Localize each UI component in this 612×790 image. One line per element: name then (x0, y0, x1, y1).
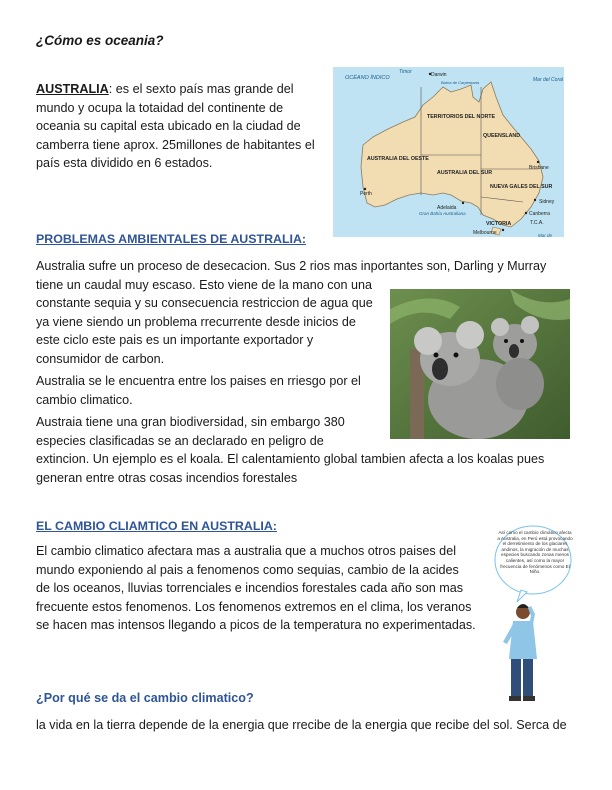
map-label-darwin: Darwin (431, 72, 447, 78)
problemas-line: especies clasificadas se an declarado en peligro de (36, 433, 324, 448)
map-label-perth: Perth (360, 191, 372, 197)
map-label-tca: T.C.A. (530, 220, 544, 226)
problemas-paragraph-2 (36, 372, 376, 409)
map-dot-melbourne (502, 229, 504, 231)
cambio-line: mundo exponiendo al pais a fenomenos como sequias, cambio de la acides (36, 562, 459, 577)
intro-line: país esta dividido en 6 estados. (36, 156, 213, 170)
map-label-territorios: TERRITORIOS DEL NORTE (427, 114, 496, 120)
cambio-line: frecuente estos fenomenos. Los fenomenos extremos en el clima, los veranos (36, 599, 472, 614)
intro-line: : es el sexto país mas grande del (108, 82, 294, 96)
problemas-line: Australia sufre un proceso de desecacion. Sus 2 rios mas inportantes son, Darling y Murray (36, 259, 547, 273)
cambio-line: se hacen mas intensos llegando a picos de la temperatura no experimentadas. (36, 618, 476, 632)
porque-line: la vida en la tierra depende de la energia que rrecibe de la energia que recibe del sol. Serca de (36, 718, 567, 732)
section-heading-porque: ¿Por qué se da el cambio climatico? (36, 691, 254, 705)
intro-line: camberra tiene aprox. 25millones de habitantes el (36, 137, 315, 152)
map-label-ocean: OCÉANO ÍNDICO (345, 75, 390, 81)
map-label-timor: Timor (399, 69, 412, 75)
koala-photo (390, 289, 570, 439)
map-dot-canberra (525, 212, 527, 214)
porque-paragraph (36, 716, 576, 735)
map-label-canberra: Canberra (529, 211, 550, 217)
section-heading-cambio: EL CAMBIO CLIAMTICO EN AUSTRALIA: (36, 519, 277, 533)
map-label-coral: Mar del Coral (533, 77, 564, 83)
map-label-melbourne: Melbourne (473, 230, 497, 236)
section-heading-problemas: PROBLEMAS AMBIENTALES DE AUSTRALIA: (36, 232, 307, 246)
australia-keyword: AUSTRALIA (36, 82, 109, 96)
problemas-line: extincion. Un ejemplo es el koala. El calentamiento global tambien afecta a los koalas pues (36, 452, 545, 466)
map-label-nueva-gales: NUEVA GALES DEL SUR (490, 184, 553, 190)
problemas-line: cambio climatico. (36, 392, 133, 407)
map-dot-brisbane (537, 161, 539, 163)
map-label-victoria: VICTORIA (486, 221, 512, 227)
map-dot-perth (364, 188, 366, 190)
map-label-mar: Mar de (538, 233, 553, 237)
map-dot-adelaida (462, 202, 464, 204)
map-label-carpentaria: Bahía de Carpentaria (441, 80, 480, 85)
australia-map (333, 67, 564, 237)
cambio-line: de los oceanos, lluvias torrenciales e incendios forestales cada año son mas (36, 581, 464, 595)
australia-intro (36, 80, 326, 173)
problemas-line: tiene un caudal muy escaso. Esto viene de la mano con una (36, 277, 373, 292)
map-label-oeste: AUSTRALIA DEL OESTE (367, 156, 429, 162)
cambio-paragraph (36, 542, 486, 635)
map-label-sur: AUSTRALIA DEL SUR (437, 170, 493, 176)
problemas-line: Austraia tiene una gran biodiversidad, sin embargo 380 (36, 415, 345, 429)
problemas-line: Australia se le encuentra entre los paises en rriesgo por el (36, 374, 361, 388)
map-label-queensland: QUEENSLAND (483, 133, 521, 139)
page-title: ¿Cómo es oceania? (36, 33, 164, 48)
map-label-adelaida: Adelaida (437, 205, 457, 211)
problemas-line: este ciclo este pais es un importante exportador y (36, 333, 314, 347)
intro-line: mundo y ocupa la totaidad del continente de (36, 100, 284, 115)
map-label-bahia: Gran Bahía Australiana (419, 211, 466, 216)
map-label-sydney: Sidney (539, 199, 555, 205)
cambio-line: El cambio climatico afectara mas a australia que a muchos otros paises del (36, 544, 456, 558)
problemas-line: constante sequia y su consecuencia restriccion de agua que (36, 296, 373, 310)
map-label-brisbane: Brisbane (529, 165, 549, 171)
problemas-line: generan entre otras cosas incendios forestales (36, 470, 298, 485)
problemas-line: consumidor de carbon. (36, 351, 165, 366)
problemas-line: ya viene siendo un problema rrecurrente desde inicios de (36, 314, 356, 329)
map-dot-sydney (534, 199, 536, 201)
intro-line: oceania su capital esta ubicado en la ciudad de (36, 119, 301, 133)
speech-bubble-text: Así como el cambio climático afecta a Australia, en Perú está provocando el derretimiento de los glaciares andinos, la migración de muchas especies buscando zonas menos calientes, así como la mayor frecuencia de fenómenos como El Niño. (497, 530, 573, 575)
map-dot-darwin (429, 73, 431, 75)
